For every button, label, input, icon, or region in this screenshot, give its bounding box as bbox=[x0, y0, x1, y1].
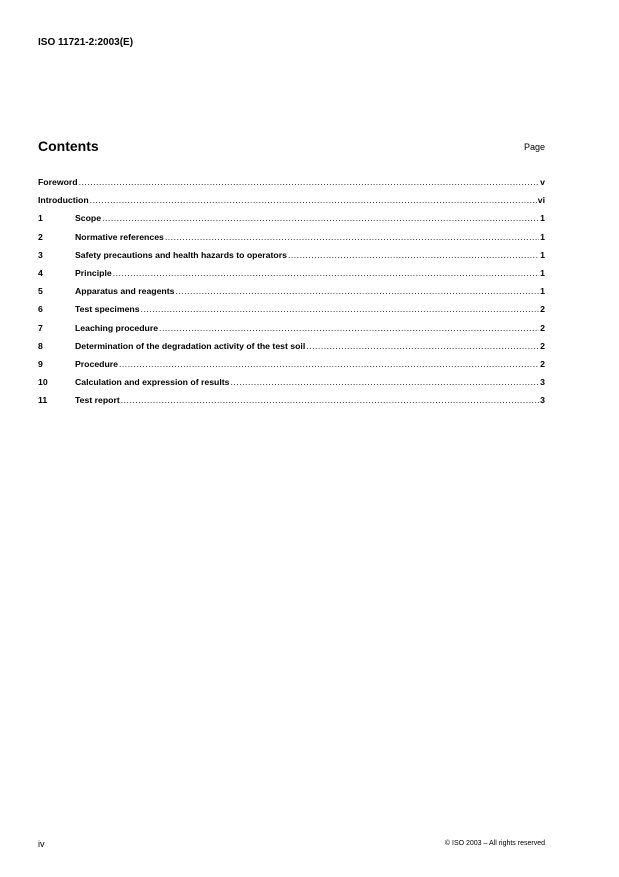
toc-entry-title: Safety precautions and health hazards to operators bbox=[75, 249, 287, 260]
toc-entry-number: 6 bbox=[38, 304, 43, 315]
toc-leader-dots bbox=[175, 286, 539, 296]
toc-entry-page: 3 bbox=[540, 395, 545, 406]
document-id: ISO 11721-2:2003(E) bbox=[38, 37, 134, 48]
toc-entry-title: Test specimens bbox=[75, 304, 140, 315]
toc-leader-dots bbox=[102, 213, 539, 223]
toc-entry-number: 8 bbox=[38, 340, 43, 351]
toc-entry-title: Test report bbox=[75, 395, 120, 406]
toc-entry-page: 2 bbox=[540, 358, 545, 369]
toc-entry-title: Principle bbox=[75, 267, 112, 278]
toc-leader-dots bbox=[165, 232, 539, 242]
toc-entry-title: Apparatus and reagents bbox=[75, 286, 175, 297]
contents-heading: Contents bbox=[38, 138, 99, 154]
toc-entry-principle[interactable] bbox=[38, 268, 545, 286]
toc-entry-title: Procedure bbox=[75, 358, 118, 369]
toc-entry-page: 1 bbox=[540, 267, 545, 278]
toc-entry-page: 1 bbox=[540, 231, 545, 242]
toc-leader-dots bbox=[90, 195, 537, 205]
toc-entry-calculation-of-results[interactable] bbox=[38, 377, 545, 395]
toc-leader-dots bbox=[79, 177, 540, 187]
toc-leader-dots bbox=[113, 268, 539, 278]
toc-entry-apparatus-and-reagents[interactable] bbox=[38, 286, 545, 304]
toc-entry-leaching-procedure[interactable] bbox=[38, 323, 545, 341]
toc-entry-page: vi bbox=[537, 195, 545, 206]
toc-entry-page: 3 bbox=[540, 377, 545, 388]
footer-copyright: © ISO 2003 – All rights reserved bbox=[444, 840, 545, 847]
toc-entry-title: Scope bbox=[75, 213, 102, 224]
toc-entry-scope[interactable] bbox=[38, 213, 545, 231]
toc-entry-foreword[interactable] bbox=[38, 177, 545, 195]
toc-leader-dots bbox=[141, 304, 540, 314]
toc-entry-safety-precautions[interactable] bbox=[38, 250, 545, 268]
toc-entry-number: 3 bbox=[38, 249, 43, 260]
toc-entry-number: 5 bbox=[38, 286, 43, 297]
table-of-contents bbox=[38, 177, 545, 413]
toc-entry-page: 1 bbox=[540, 213, 545, 224]
toc-entry-title: Foreword bbox=[38, 177, 78, 187]
page-column-label: Page bbox=[523, 142, 545, 152]
toc-entry-number: 2 bbox=[38, 231, 43, 242]
toc-entry-page: 2 bbox=[540, 304, 545, 315]
toc-entry-page: 2 bbox=[540, 340, 545, 351]
toc-entry-number: 10 bbox=[38, 377, 48, 388]
toc-entry-page: v bbox=[540, 177, 545, 187]
toc-entry-number: 7 bbox=[38, 322, 43, 333]
toc-entry-number: 9 bbox=[38, 358, 43, 369]
toc-entry-title: Normative references bbox=[75, 231, 164, 242]
footer-page-number: iv bbox=[38, 839, 45, 849]
toc-entry-page: 1 bbox=[540, 286, 545, 297]
toc-leader-dots bbox=[119, 359, 539, 369]
toc-entry-title: Leaching procedure bbox=[75, 322, 159, 333]
toc-leader-dots bbox=[306, 341, 539, 351]
toc-entry-page: 1 bbox=[540, 249, 545, 260]
toc-leader-dots bbox=[288, 250, 539, 260]
toc-entry-degradation-activity[interactable] bbox=[38, 341, 545, 359]
toc-leader-dots bbox=[121, 395, 539, 405]
toc-entry-introduction[interactable] bbox=[38, 195, 545, 213]
toc-entry-title: Determination of the degradation activity of the test soil bbox=[75, 340, 306, 351]
toc-entry-test-report[interactable] bbox=[38, 395, 545, 413]
toc-entry-title: Introduction bbox=[38, 195, 89, 206]
toc-leader-dots bbox=[230, 377, 539, 387]
toc-entry-number: 1 bbox=[38, 213, 43, 224]
toc-entry-procedure[interactable] bbox=[38, 359, 545, 377]
toc-leader-dots bbox=[159, 323, 539, 333]
toc-entry-page: 2 bbox=[540, 322, 545, 333]
toc-entry-test-specimens[interactable] bbox=[38, 304, 545, 322]
toc-entry-title: Calculation and expression of results bbox=[75, 377, 230, 388]
toc-entry-normative-references[interactable] bbox=[38, 232, 545, 250]
toc-entry-number: 11 bbox=[38, 395, 48, 406]
toc-entry-number: 4 bbox=[38, 267, 43, 278]
